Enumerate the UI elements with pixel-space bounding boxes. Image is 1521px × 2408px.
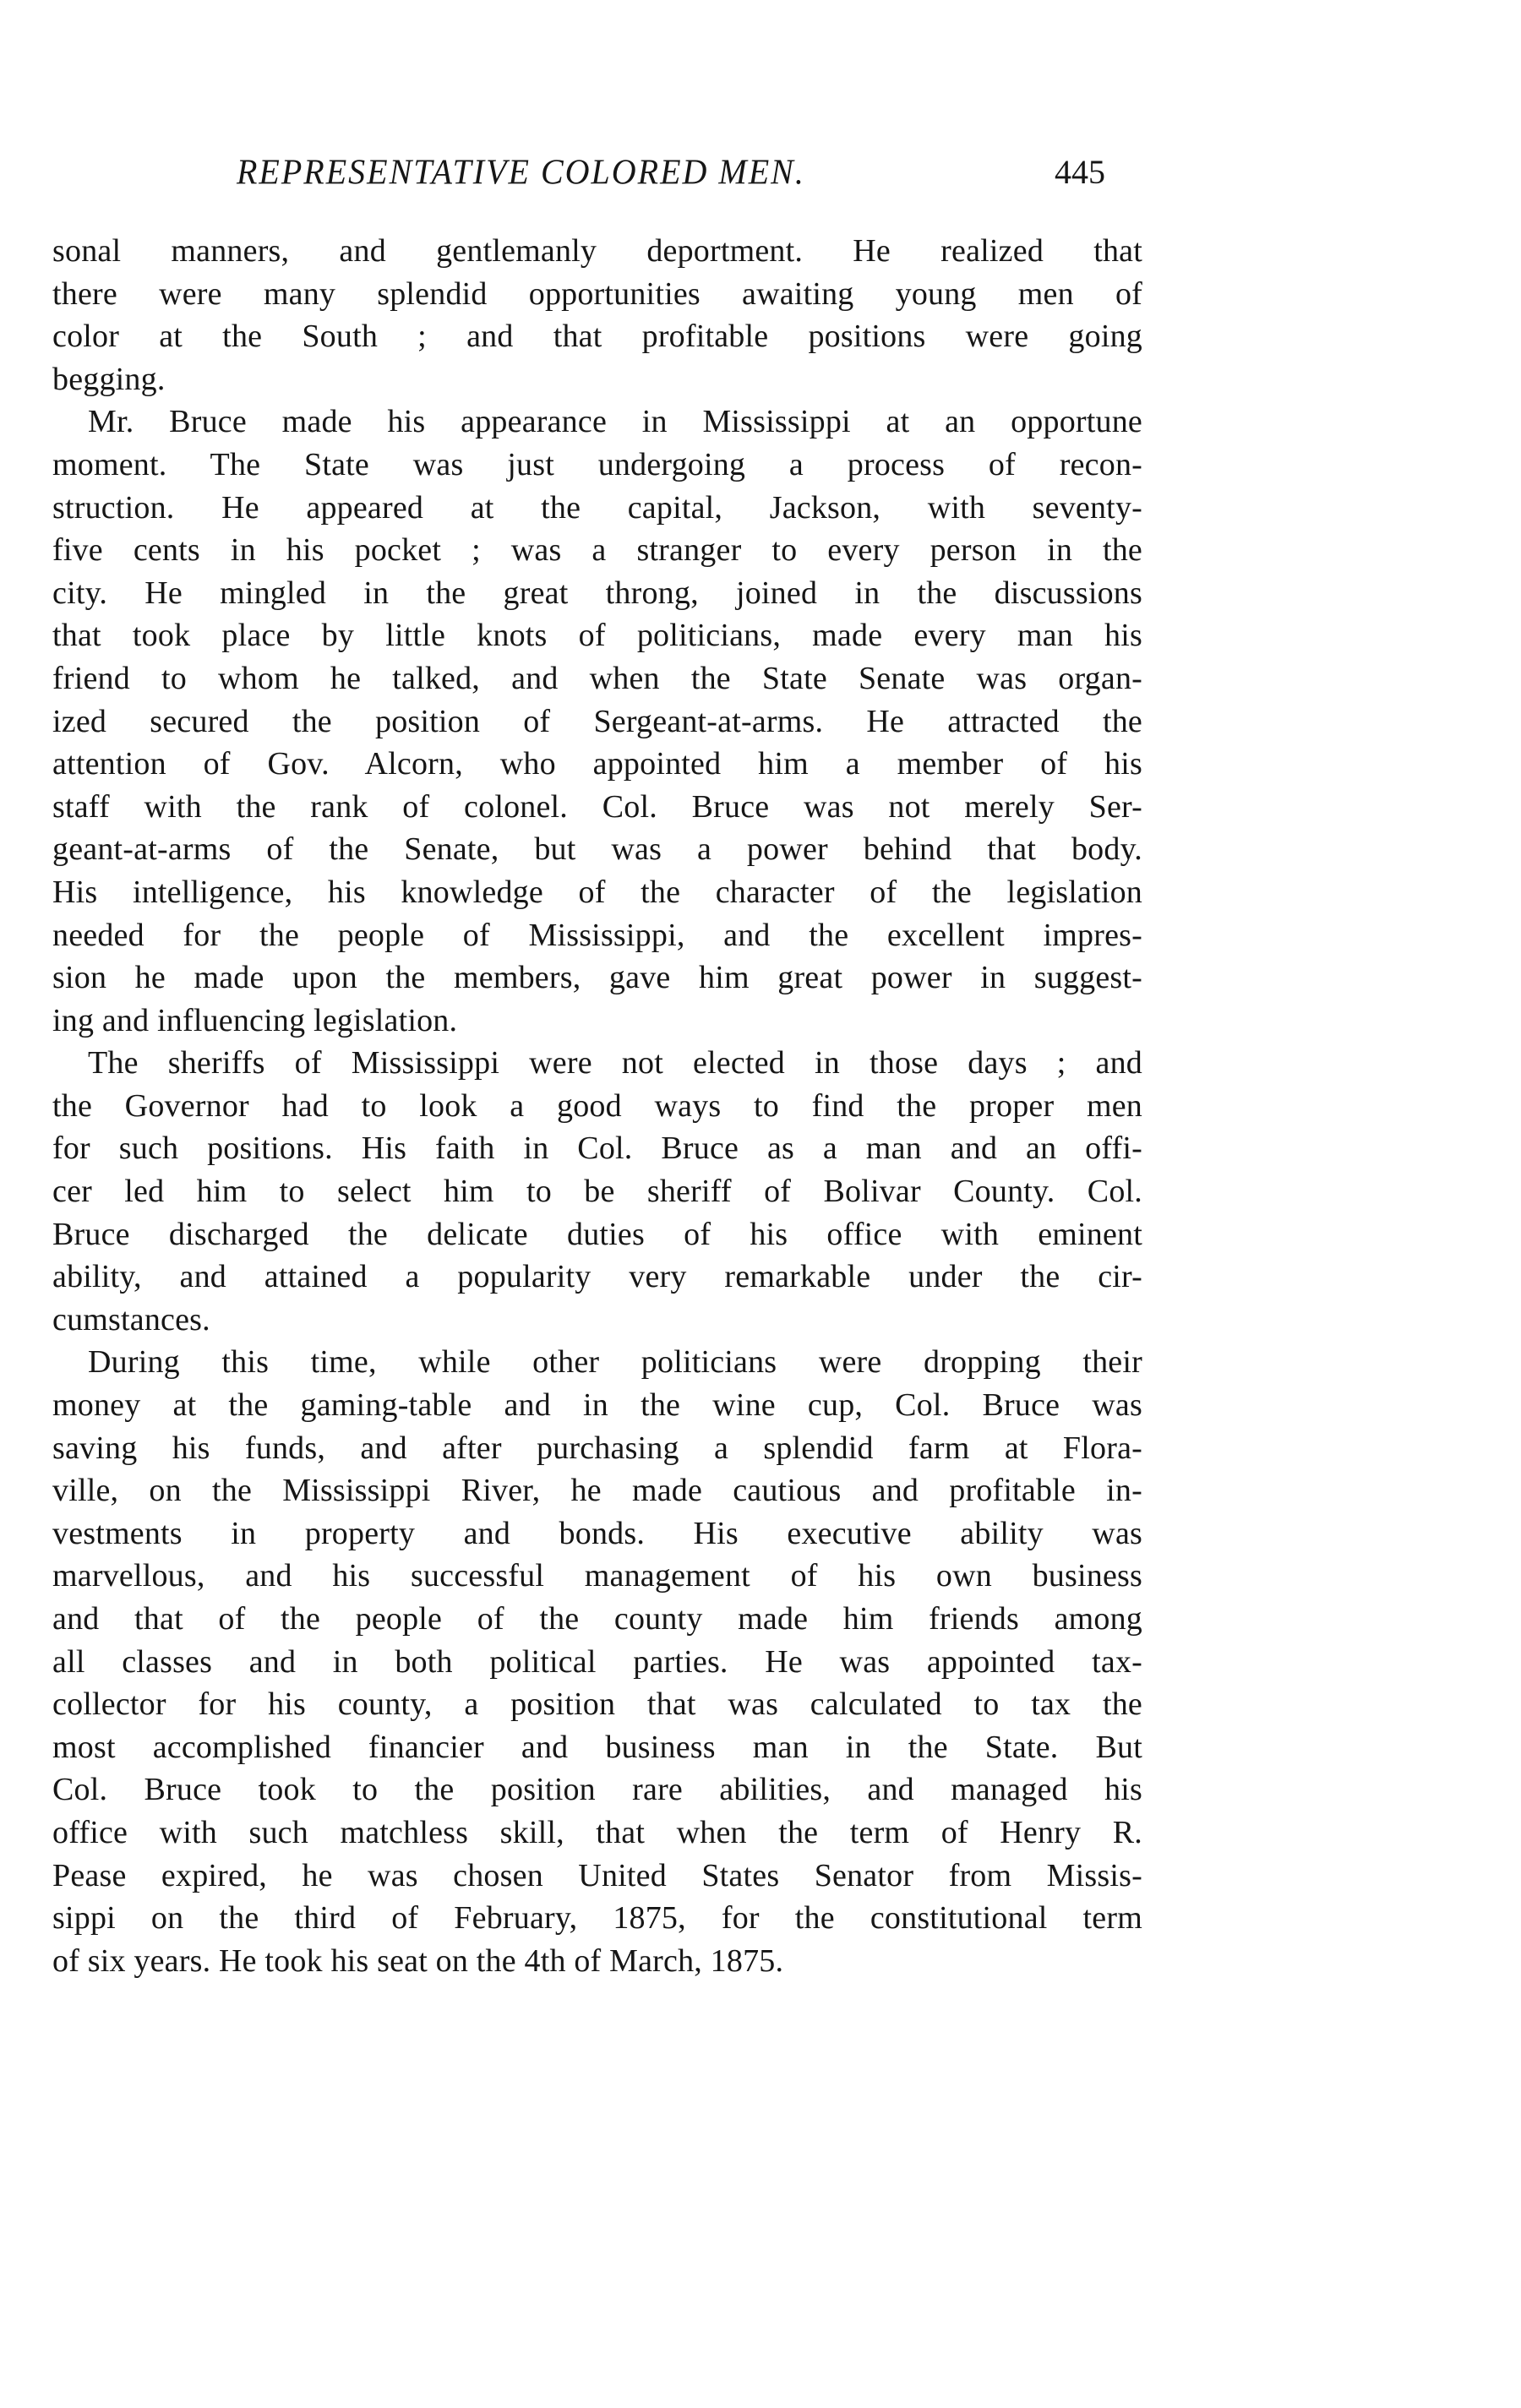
page-number: 445 (1055, 153, 1105, 191)
text-line: ability, and attained a popularity very remarkable under the cir- (52, 1259, 1142, 1295)
text-line: all classes and in both political parties. He was appointed tax- (52, 1643, 1142, 1680)
text-line: moment. The State was just undergoing a process of recon- (52, 446, 1142, 482)
text-line: needed for the people of Mississippi, and the excellent impres- (52, 917, 1142, 953)
text-line: Pease expired, he was chosen United States Senator from Missis- (52, 1857, 1142, 1893)
text-line: most accomplished financier and business man in the State. But (52, 1729, 1142, 1765)
text-line: During this time, while other politicians were dropping their (88, 1344, 1142, 1381)
text-line: ized secured the position of Sergeant-at-arms. He attracted the (52, 703, 1142, 739)
text-line: that took place by little knots of politicians, made every man his (52, 618, 1142, 654)
text-line: five cents in his pocket ; was a stranger to every person in the (52, 532, 1142, 569)
text-line: city. He mingled in the great throng, joined in the discussions (52, 575, 1142, 611)
text-line: sion he made upon the members, gave him great power in suggest- (52, 960, 1142, 996)
text-line: ing and influencing legislation. (52, 1002, 458, 1038)
text-line: the Governor had to look a good ways to find the proper men (52, 1087, 1142, 1124)
body-text (52, 230, 1142, 1982)
text-line: ville, on the Mississippi River, he made cautious and profitable in- (52, 1473, 1142, 1509)
text-line: there were many splendid opportunities awaiting young men of (52, 275, 1142, 312)
text-line: Bruce discharged the delicate duties of his office with eminent (52, 1216, 1142, 1252)
running-head-title: REPRESENTATIVE COLORED MEN. (237, 151, 805, 193)
text-line: friend to whom he talked, and when the State Senate was organ- (52, 660, 1142, 696)
text-line: Mr. Bruce made his appearance in Mississippi at an opportune (88, 404, 1142, 440)
text-line: sonal manners, and gentlemanly deportment. He realized that (52, 233, 1142, 269)
text-line: vestments in property and bonds. His executive ability was (52, 1515, 1142, 1551)
text-line: staff with the rank of colonel. Col. Bruce was not merely Ser- (52, 788, 1142, 825)
text-line: collector for his county, a position that was calculated to tax the (52, 1686, 1142, 1723)
text-line: money at the gaming-table and in the wine cup, Col. Bruce was (52, 1387, 1142, 1424)
text-line: His intelligence, his knowledge of the character of the legislation (52, 874, 1142, 910)
text-line: The sheriffs of Mississippi were not elected in those days ; and (88, 1045, 1142, 1081)
text-line: attention of Gov. Alcorn, who appointed him a member of his (52, 746, 1142, 782)
text-line: cumstances. (52, 1301, 210, 1337)
text-line: for such positions. His faith in Col. Bruce as a man and an offi- (52, 1130, 1142, 1167)
text-line: Col. Bruce took to the position rare abilities, and managed his (52, 1772, 1142, 1808)
text-line: cer led him to select him to be sheriff of Bolivar County. Col. (52, 1174, 1142, 1210)
text-line: sippi on the third of February, 1875, for the constitutional term (52, 1900, 1142, 1937)
text-line: geant-at-arms of the Senate, but was a power behind that body. (52, 831, 1142, 868)
text-line: of six years. He took his seat on the 4th of March, 1875. (52, 1942, 784, 1979)
text-line: saving his funds, and after purchasing a splendid farm at Flora- (52, 1430, 1142, 1466)
text-line: struction. He appeared at the capital, Jackson, with seventy- (52, 489, 1142, 526)
text-line: and that of the people of the county made him friends among (52, 1601, 1142, 1637)
text-line: office with such matchless skill, that when the term of Henry R. (52, 1814, 1142, 1850)
text-line: color at the South ; and that profitable positions were going (52, 319, 1142, 355)
text-line: marvellous, and his successful management of his own business (52, 1558, 1142, 1594)
text-line: begging. (52, 361, 166, 397)
